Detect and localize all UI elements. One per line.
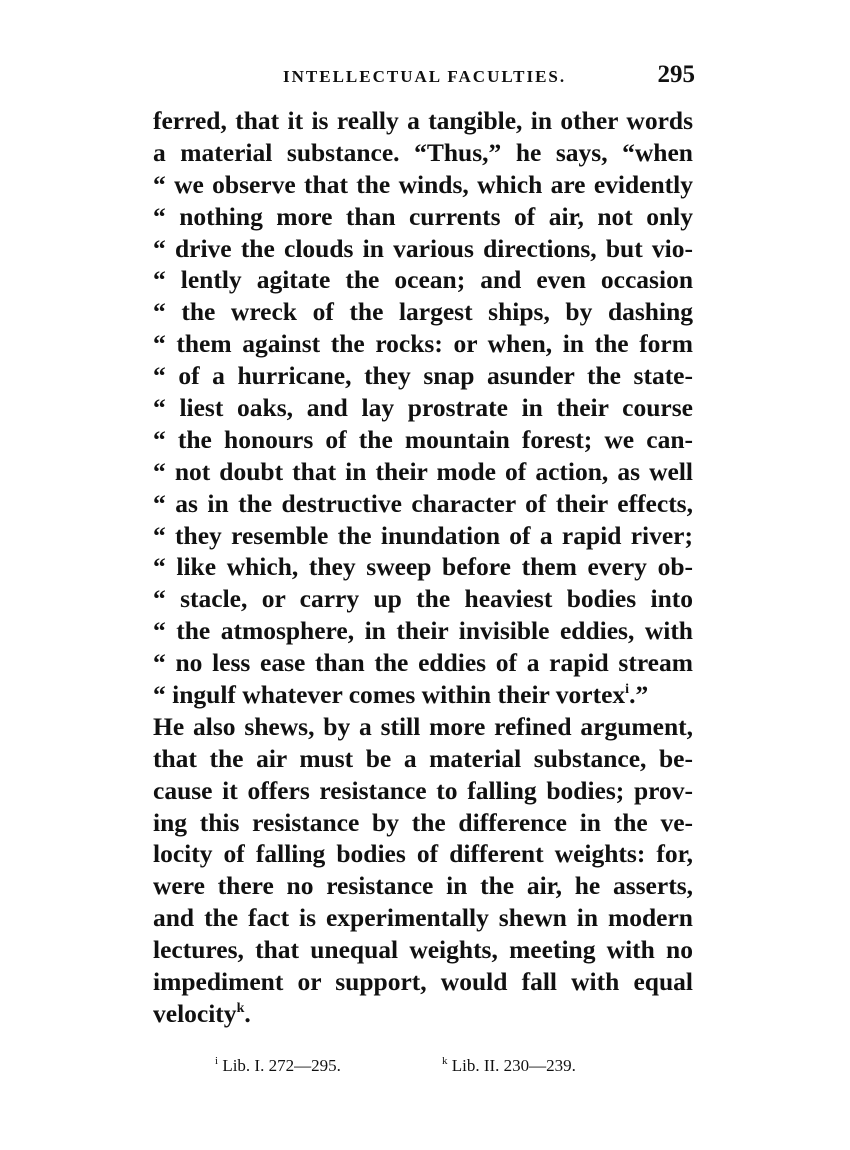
footnotes xyxy=(0,1056,850,1086)
text-line: “ they resemble the inundation of a rapid river; xyxy=(153,520,693,550)
page-number: 295 xyxy=(657,61,695,88)
text-line: ferred, that it is really a tangible, in other words xyxy=(153,106,693,135)
text-line: “ no less ease than the eddies of a rapid stream xyxy=(153,648,693,678)
text-line: “ as in the destructive character of their effects, xyxy=(153,488,693,518)
text-line-tail: .” xyxy=(629,680,649,710)
text-line: a material substance. “Thus,” he says, “when xyxy=(153,137,693,167)
text-line: “ the honours of the mountain forest; we can- xyxy=(153,424,693,454)
footnote-ref-k: k xyxy=(236,1000,245,1016)
text-line: “ drive the clouds in various directions, but vio- xyxy=(153,233,693,263)
text-line: impediment or support, would fall with equal xyxy=(153,967,693,997)
text-line-tail: . xyxy=(244,998,251,1028)
footnote-text-k: Lib. II. 230—239. xyxy=(447,1056,576,1075)
text-line-content: velocity xyxy=(153,998,237,1028)
text-line: “ like which, they sweep before them every ob- xyxy=(153,552,693,582)
text-line: “ nothing more than currents of air, not only xyxy=(153,201,693,231)
text-line: “ stacle, or carry up the heaviest bodies into xyxy=(153,584,693,614)
text-line: lectures, that unequal weights, meeting with no xyxy=(153,935,693,965)
page-header xyxy=(150,55,695,95)
text-line-with-footnote-k xyxy=(153,998,693,1030)
text-line: “ the wreck of the largest ships, by dashing xyxy=(153,297,693,327)
text-line: “ them against the rocks: or when, in the form xyxy=(153,329,693,359)
body-text xyxy=(153,105,693,1030)
text-line: “ the atmosphere, in their invisible eddies, with xyxy=(153,616,693,646)
text-line: “ liest oaks, and lay prostrate in their course xyxy=(153,393,693,423)
footnote-marker-i: i xyxy=(215,1055,219,1067)
text-line: locity of falling bodies of different weights: for, xyxy=(153,839,693,869)
text-line: and the fact is experimentally shewn in modern xyxy=(153,903,693,933)
text-line: cause it offers resistance to falling bodies; prov- xyxy=(153,775,693,805)
text-line-with-footnote-i xyxy=(153,679,693,711)
footnote-k xyxy=(442,1056,576,1076)
footnote-i xyxy=(215,1056,341,1076)
footnote-text-i: Lib. I. 272—295. xyxy=(218,1056,341,1075)
text-line: “ of a hurricane, they snap asunder the state- xyxy=(153,361,693,391)
text-line-content: “ ingulf whatever comes within their vortex xyxy=(153,680,626,710)
text-line: ing this resistance by the difference in the ve- xyxy=(153,807,693,837)
text-line: “ lently agitate the ocean; and even occasion xyxy=(153,265,693,295)
text-line: were there no resistance in the air, he asserts, xyxy=(153,871,693,901)
footnote-ref-i: i xyxy=(625,682,630,698)
text-line: “ not doubt that in their mode of action, as well xyxy=(153,456,693,486)
footnote-marker-k: k xyxy=(442,1055,448,1067)
text-line: “ we observe that the winds, which are evidently xyxy=(153,169,693,199)
running-head: INTELLECTUAL FACULTIES. xyxy=(283,67,567,86)
text-line: that the air must be a material substance, be- xyxy=(153,743,693,773)
text-line: He also shews, by a still more refined argument, xyxy=(153,711,693,741)
